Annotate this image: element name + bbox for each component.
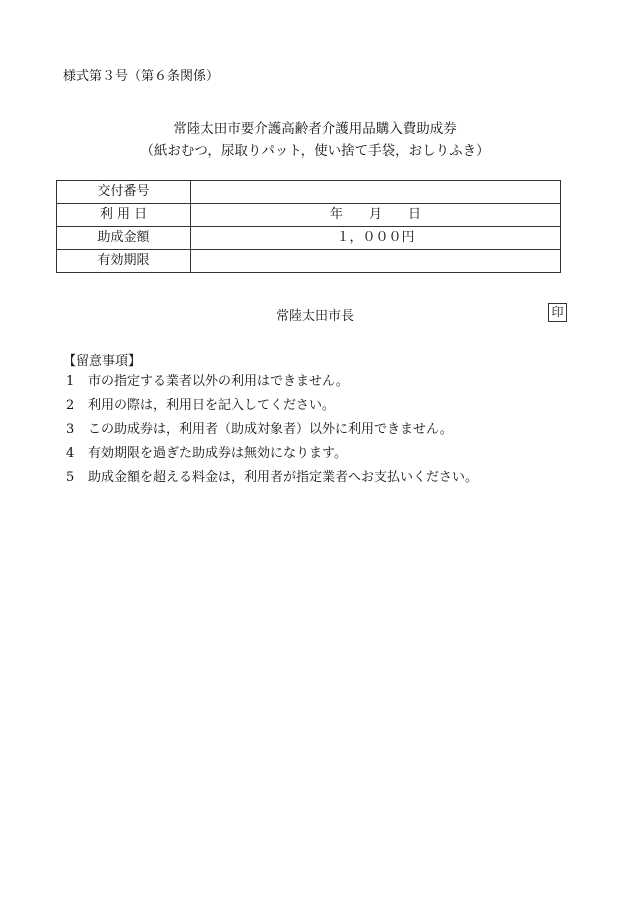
note-item [66, 373, 478, 397]
seal-mark: 印 [548, 303, 567, 322]
document-title: 常陸太田市要介護高齢者介護用品購入費助成券 [173, 121, 457, 137]
note-number: 5 [66, 470, 75, 485]
issuer-name: 常陸太田市長 [275, 309, 354, 324]
issue-number-value [191, 181, 561, 204]
note-item [66, 445, 478, 469]
table-row-issue-number [57, 181, 561, 204]
form-number: 様式第３号（第６条関係） [63, 69, 220, 84]
notes-list [66, 373, 478, 493]
expiry-value [191, 250, 561, 273]
note-number: 3 [66, 422, 75, 437]
notes-heading: 【留意事項】 [63, 354, 142, 369]
note-number: 1 [66, 374, 75, 389]
issue-number-label: 交付番号 [57, 181, 191, 204]
subsidy-amount-value: １，０００円 [191, 227, 561, 250]
note-text: 有効期限を過ぎた助成券は無効になります。 [88, 446, 347, 461]
voucher-table [56, 180, 561, 273]
note-text: この助成券は，利用者（助成対象者）以外に利用できません。 [88, 422, 453, 437]
note-number: 4 [66, 446, 75, 461]
note-item [66, 421, 478, 445]
note-item [66, 469, 478, 493]
table-row-expiry [57, 250, 561, 273]
table-row-subsidy-amount [57, 227, 561, 250]
table-row-usage-date [57, 204, 561, 227]
expiry-label: 有効期限 [57, 250, 191, 273]
note-text: 市の指定する業者以外の利用はできません。 [88, 374, 349, 389]
note-text: 助成金額を超える料金は，利用者が指定業者へお支払いください。 [88, 470, 479, 485]
note-text: 利用の際は，利用日を記入してください。 [88, 398, 336, 413]
usage-date-label: 利 用 日 [57, 204, 191, 227]
subsidy-amount-label: 助成金額 [57, 227, 191, 250]
note-item [66, 397, 478, 421]
note-number: 2 [66, 398, 75, 413]
usage-date-value: 年 月 日 [191, 204, 561, 227]
document-subtitle: （紙おむつ，尿取りパット，使い捨て手袋，おしりふき） [140, 143, 490, 159]
